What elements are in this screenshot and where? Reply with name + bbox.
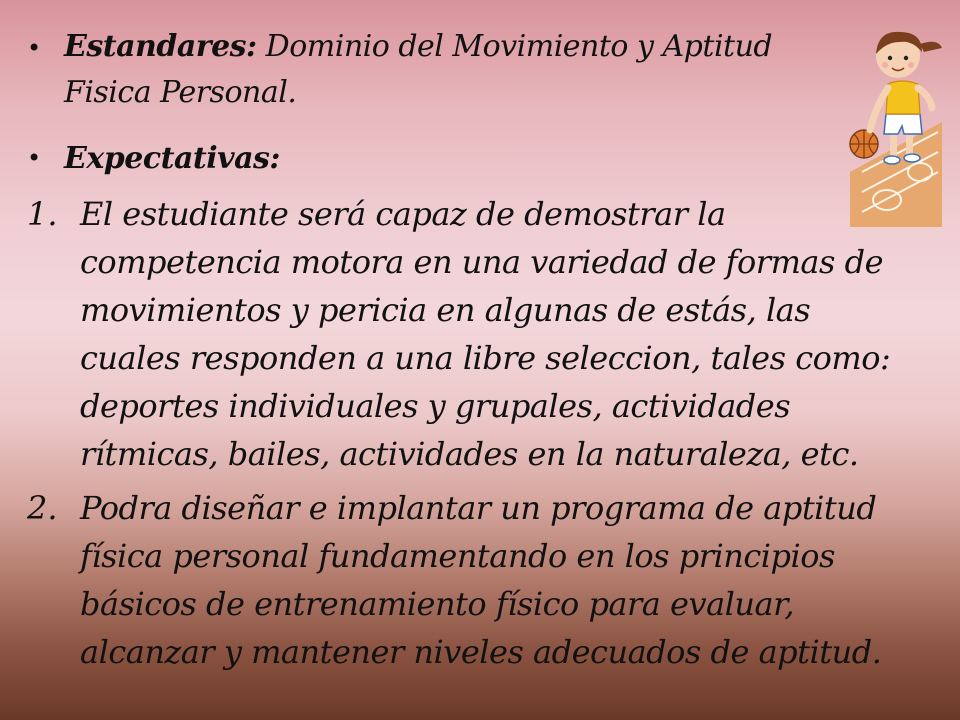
item-1-line: El estudiante será capaz de demostrar la [80, 195, 726, 233]
standards-label: Estandares: [64, 29, 257, 64]
standards-text-line1: Dominio del Movimiento y Aptitud [256, 29, 773, 64]
item-2-line: alcanzar y mantener niveles adecuados de aptitud. [80, 633, 882, 671]
item-1-line: competencia motora en una variedad de formas de [80, 243, 884, 281]
item-2-line: física personal fundamentando en los principios [80, 537, 835, 575]
standards-text-line2: Fisica Personal. [64, 75, 297, 110]
item-1-line: deportes individuales y grupales, actividades [80, 387, 791, 425]
standards-paragraph [64, 24, 854, 116]
item-number: 1. [27, 195, 58, 233]
item-number: 2. [27, 489, 58, 527]
item-2-line: Podra diseñar e implantar un programa de aptitud [80, 489, 877, 527]
expectations-heading [64, 136, 280, 182]
item-1-line: cuales responden a una libre seleccion, tales como: [80, 339, 891, 377]
item-1-paragraph [80, 190, 940, 478]
item-1-line: rítmicas, bailes, actividades en la naturaleza, etc. [80, 435, 859, 473]
basketball-player-girl-icon [842, 22, 952, 232]
item-2-paragraph [80, 484, 940, 676]
item-1-line: movimientos y pericia en algunas de estás, las [80, 291, 811, 329]
expectations-label: Expectativas: [64, 141, 280, 176]
bullet-marker: • [27, 34, 42, 62]
item-2-line: básicos de entrenamiento físico para evaluar, [80, 585, 795, 623]
bullet-marker: • [27, 144, 42, 172]
